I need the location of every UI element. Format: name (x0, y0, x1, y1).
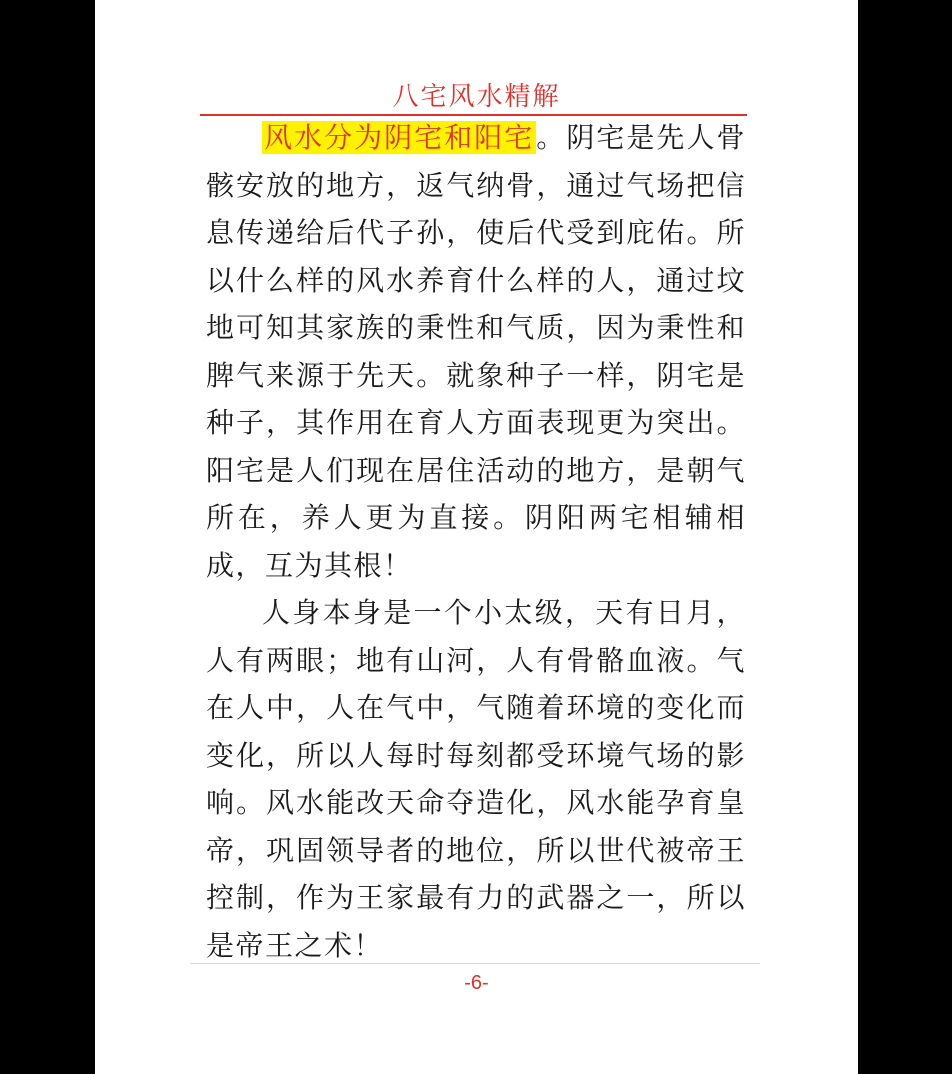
paragraph-1 (206, 114, 746, 589)
document-page (95, 0, 858, 1074)
paragraph-2 (206, 589, 746, 969)
highlighted-phrase: 风水分为阴宅和阳宅 (264, 121, 535, 154)
paragraph-1-text: 。阴宅是先人骨骸安放的地方，返气纳骨，通过气场把信息传递给后代子孙，使后代受到庇佑。所以什么样的风水养育什么样的人，通过坟地可知其家族的秉性和气质，因为秉性和脾气来源于先天。就象种子一样，阴宅是种子，其作用在育人方面表现更为突出。阳宅是人们现在居住活动的地方，是朝气所在，养人更为直接。阴阳两宅相辅相成，互为其根！ (206, 121, 746, 582)
footer-divider (190, 963, 760, 964)
paragraph-2-text: 人身本身是一个小太级，天有日月，人有两眼；地有山河，人有骨骼血液。气在人中，人在气中，气随着环境的变化而变化，所以人每时每刻都受环境气场的影响。风水能改天命夺造化，风水能孕育皇帝，巩固领导者的地位，所以世代被帝王控制，作为王家最有力的武器之一，所以是帝王之术！ (206, 596, 746, 962)
page-number: -6- (464, 972, 489, 994)
running-header-title: 八宅风水精解 (392, 82, 561, 112)
body-text (206, 114, 746, 969)
